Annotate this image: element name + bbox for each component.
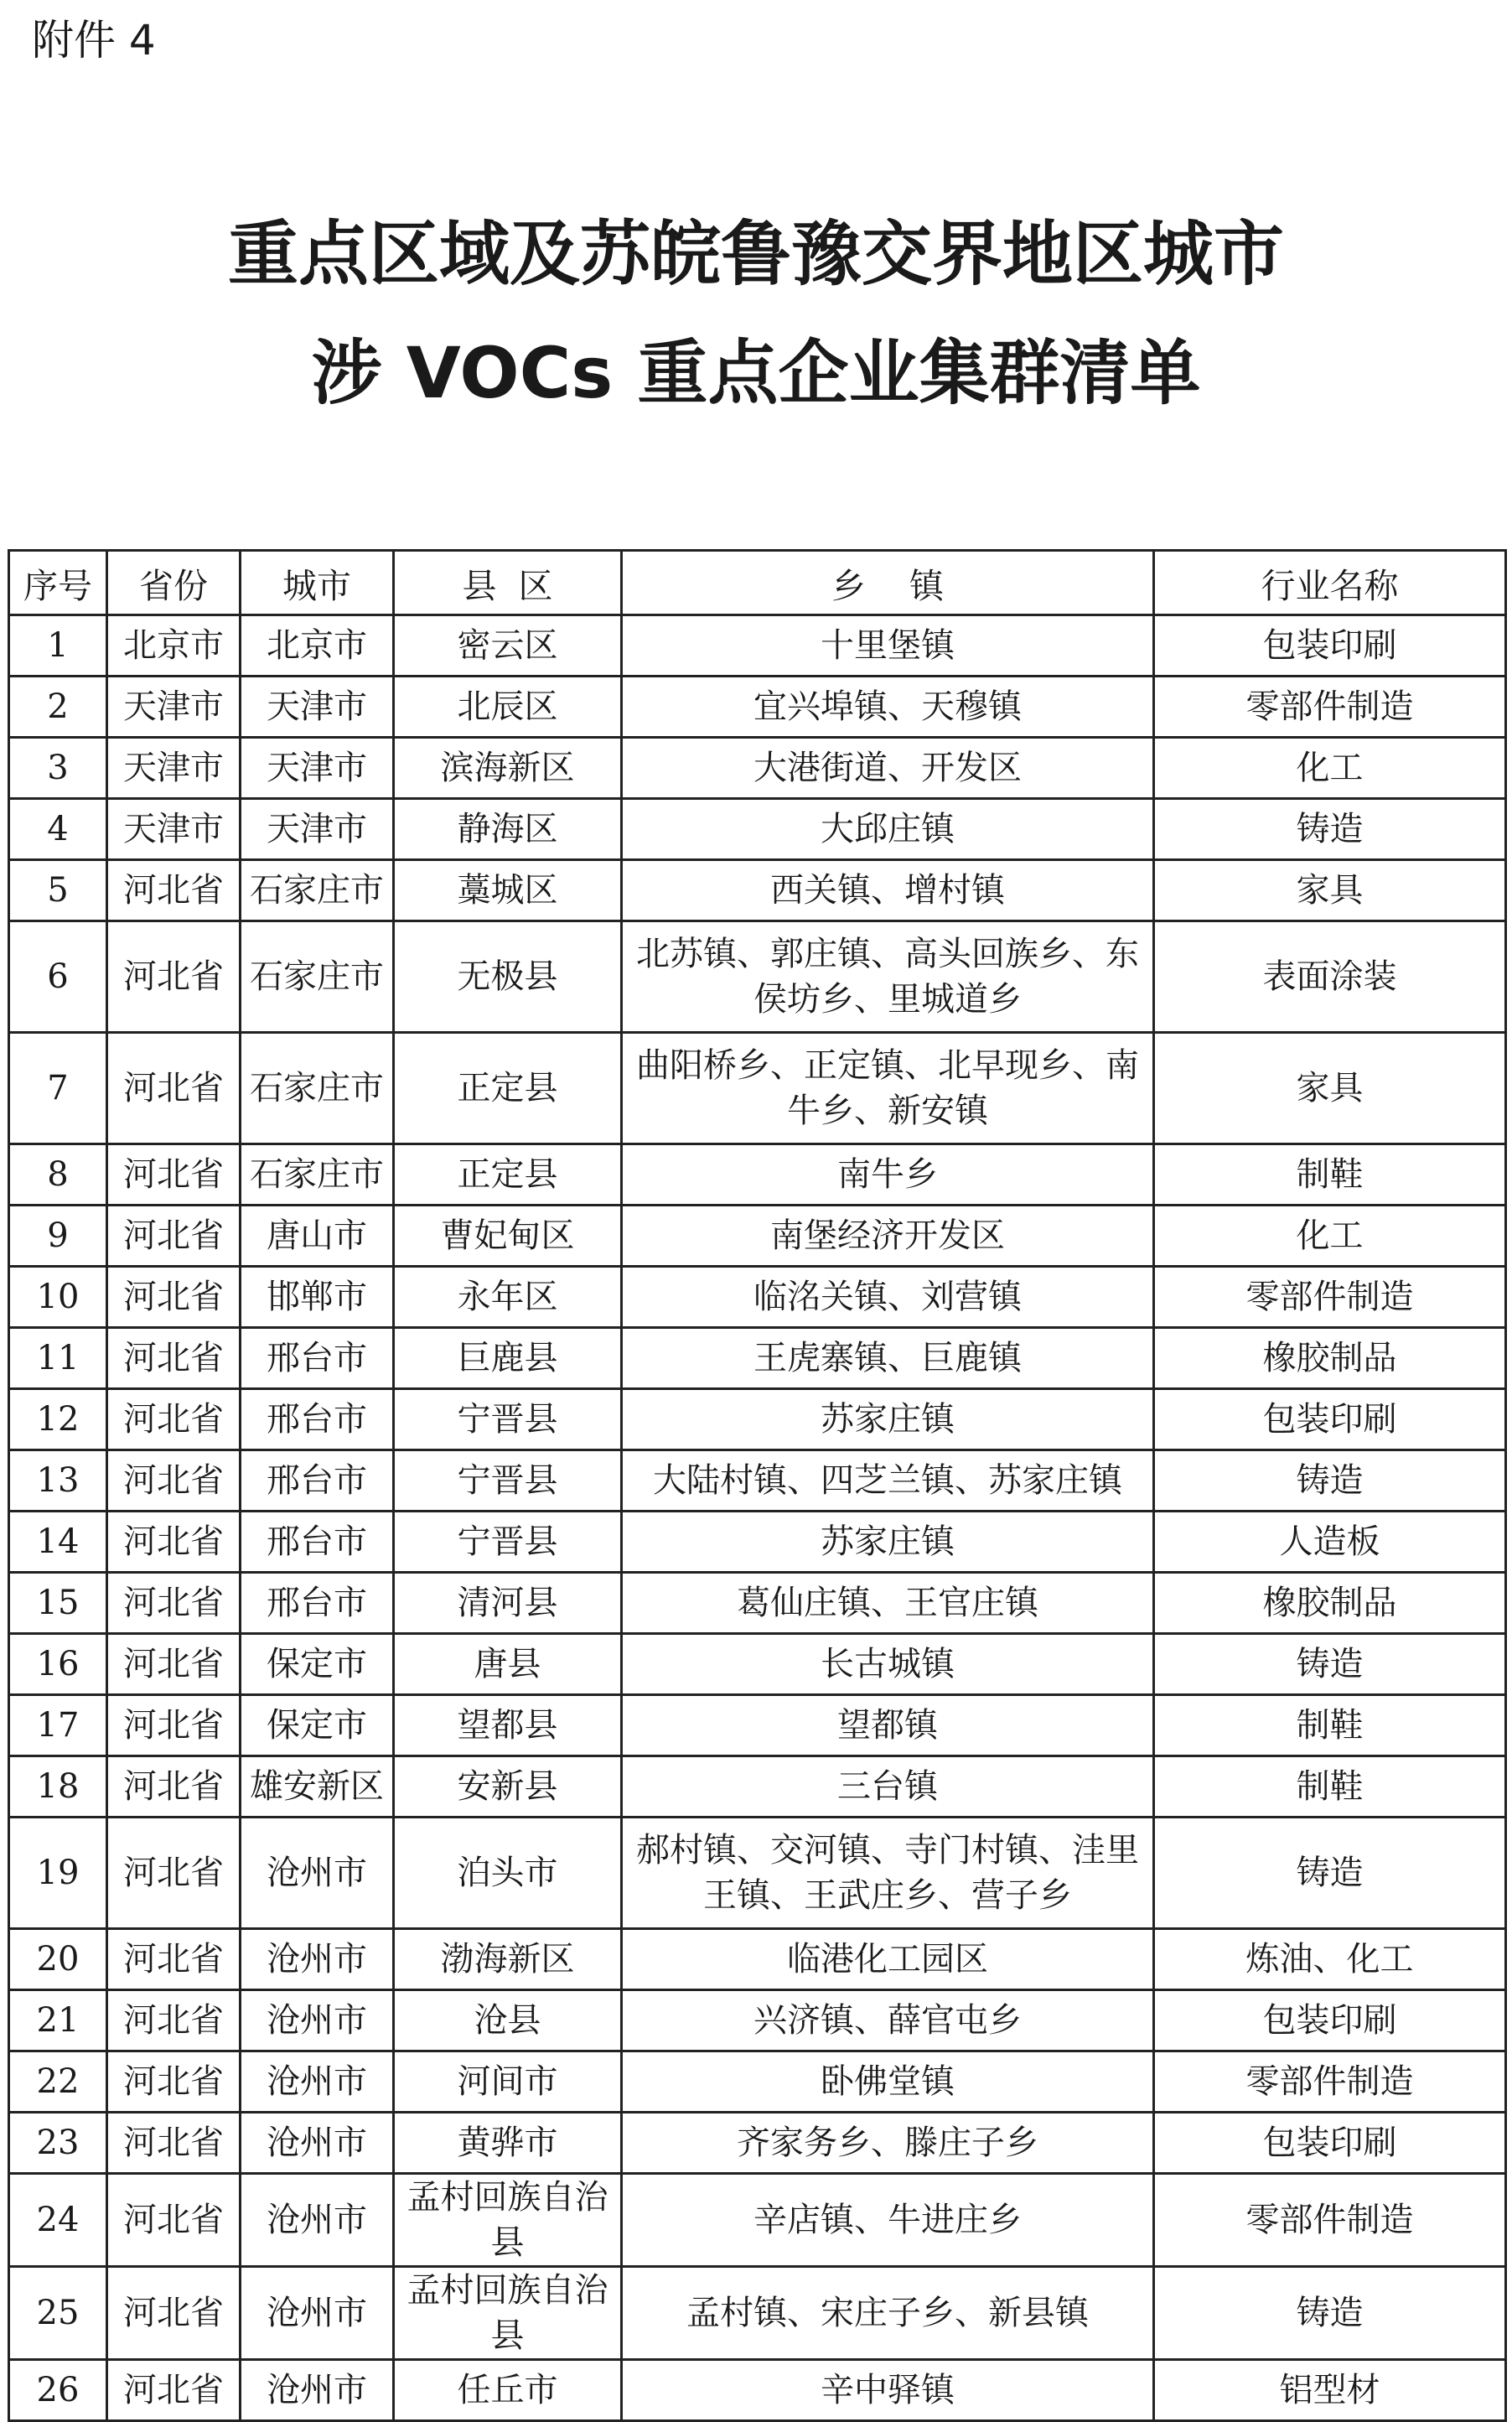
industry-cell: 炼油、化工: [1154, 1929, 1506, 1990]
table-row: [9, 677, 1506, 738]
township-cell: 宜兴埠镇、天穆镇: [622, 677, 1154, 738]
row-number-cell: 2: [9, 677, 107, 738]
district-cell: 曹妃甸区: [394, 1206, 622, 1267]
row-number-cell: 26: [9, 2360, 107, 2421]
row-number-cell: 12: [9, 1389, 107, 1450]
district-cell: 孟村回族自治县: [394, 2267, 622, 2360]
industry-cell: 化工: [1154, 738, 1506, 799]
province-cell: 河北省: [107, 1756, 241, 1818]
table-row: [9, 921, 1506, 1033]
township-cell: 南堡经济开发区: [622, 1206, 1154, 1267]
province-cell: 河北省: [107, 2174, 241, 2267]
district-cell: 宁晋县: [394, 1512, 622, 1573]
table-row: [9, 1756, 1506, 1818]
province-cell: 河北省: [107, 1512, 241, 1573]
industry-cell: 铸造: [1154, 1450, 1506, 1512]
township-cell: 辛店镇、牛进庄乡: [622, 2174, 1154, 2267]
city-cell: 沧州市: [241, 2051, 394, 2113]
header-cell: 县 区: [394, 551, 622, 615]
district-cell: 沧县: [394, 1990, 622, 2051]
table-row: [9, 2267, 1506, 2360]
district-cell: 正定县: [394, 1144, 622, 1206]
table-row: [9, 1512, 1506, 1573]
table-row: [9, 1634, 1506, 1695]
city-cell: 保定市: [241, 1695, 394, 1756]
row-number-cell: 3: [9, 738, 107, 799]
province-cell: 河北省: [107, 1328, 241, 1389]
row-number-cell: 16: [9, 1634, 107, 1695]
city-cell: 天津市: [241, 738, 394, 799]
city-cell: 保定市: [241, 1634, 394, 1695]
province-cell: 天津市: [107, 799, 241, 860]
township-cell: 苏家庄镇: [622, 1512, 1154, 1573]
row-number-cell: 22: [9, 2051, 107, 2113]
township-cell: 大港街道、开发区: [622, 738, 1154, 799]
township-cell: 王虎寨镇、巨鹿镇: [622, 1328, 1154, 1389]
township-cell: 孟村镇、宋庄子乡、新县镇: [622, 2267, 1154, 2360]
table-row: [9, 1389, 1506, 1450]
province-cell: 河北省: [107, 1144, 241, 1206]
table-row: [9, 1818, 1506, 1929]
table-row: [9, 1328, 1506, 1389]
township-cell: 西关镇、增村镇: [622, 860, 1154, 921]
district-cell: 滨海新区: [394, 738, 622, 799]
district-cell: 静海区: [394, 799, 622, 860]
industry-cell: 铝型材: [1154, 2360, 1506, 2421]
city-cell: 沧州市: [241, 2267, 394, 2360]
table-header-row: [9, 551, 1506, 615]
city-cell: 邯郸市: [241, 1267, 394, 1328]
table-row: [9, 1267, 1506, 1328]
industry-cell: 零部件制造: [1154, 1267, 1506, 1328]
row-number-cell: 9: [9, 1206, 107, 1267]
document-title-line-2: 涉 VOCs 重点企业集群清单: [311, 332, 1201, 414]
table-row: [9, 1990, 1506, 2051]
province-cell: 天津市: [107, 738, 241, 799]
industry-cell: 包装印刷: [1154, 615, 1506, 677]
industry-cell: 制鞋: [1154, 1756, 1506, 1818]
header-cell: 城市: [241, 551, 394, 615]
city-cell: 北京市: [241, 615, 394, 677]
city-cell: 邢台市: [241, 1328, 394, 1389]
province-cell: 河北省: [107, 1267, 241, 1328]
city-cell: 沧州市: [241, 2174, 394, 2267]
province-cell: 河北省: [107, 2267, 241, 2360]
province-cell: 河北省: [107, 1389, 241, 1450]
row-number-cell: 14: [9, 1512, 107, 1573]
table-row: [9, 1206, 1506, 1267]
city-cell: 石家庄市: [241, 860, 394, 921]
table-row: [9, 1450, 1506, 1512]
header-cell: 序号: [9, 551, 107, 615]
city-cell: 沧州市: [241, 1818, 394, 1929]
row-number-cell: 13: [9, 1450, 107, 1512]
row-number-cell: 18: [9, 1756, 107, 1818]
city-cell: 天津市: [241, 799, 394, 860]
city-cell: 邢台市: [241, 1389, 394, 1450]
row-number-cell: 7: [9, 1033, 107, 1144]
table-row: [9, 1695, 1506, 1756]
city-cell: 石家庄市: [241, 1144, 394, 1206]
township-cell: 临洺关镇、刘营镇: [622, 1267, 1154, 1328]
industry-cell: 包装印刷: [1154, 2113, 1506, 2174]
province-cell: 河北省: [107, 1450, 241, 1512]
table-row: [9, 738, 1506, 799]
table-row: [9, 2113, 1506, 2174]
township-cell: 苏家庄镇: [622, 1389, 1154, 1450]
township-cell: 曲阳桥乡、正定镇、北早现乡、南牛乡、新安镇: [622, 1033, 1154, 1144]
industry-cell: 铸造: [1154, 1818, 1506, 1929]
district-cell: 渤海新区: [394, 1929, 622, 1990]
district-cell: 密云区: [394, 615, 622, 677]
row-number-cell: 15: [9, 1573, 107, 1634]
industry-cell: 包装印刷: [1154, 1990, 1506, 2051]
industry-cell: 家具: [1154, 1033, 1506, 1144]
table-row: [9, 860, 1506, 921]
table-row: [9, 1033, 1506, 1144]
row-number-cell: 10: [9, 1267, 107, 1328]
industry-cell: 零部件制造: [1154, 2174, 1506, 2267]
document-title-line-1: 重点区域及苏皖鲁豫交界地区城市: [227, 213, 1284, 295]
district-cell: 任丘市: [394, 2360, 622, 2421]
district-cell: 清河县: [394, 1573, 622, 1634]
township-cell: 三台镇: [622, 1756, 1154, 1818]
industry-cell: 橡胶制品: [1154, 1573, 1506, 1634]
province-cell: 河北省: [107, 1929, 241, 1990]
township-cell: 齐家务乡、滕庄子乡: [622, 2113, 1154, 2174]
table-row: [9, 2174, 1506, 2267]
industry-cell: 铸造: [1154, 1634, 1506, 1695]
industry-cell: 橡胶制品: [1154, 1328, 1506, 1389]
city-cell: 沧州市: [241, 2360, 394, 2421]
township-cell: 北苏镇、郭庄镇、高头回族乡、东侯坊乡、里城道乡: [622, 921, 1154, 1033]
province-cell: 河北省: [107, 1818, 241, 1929]
township-cell: 辛中驿镇: [622, 2360, 1154, 2421]
district-cell: 唐县: [394, 1634, 622, 1695]
township-cell: 郝村镇、交河镇、寺门村镇、洼里王镇、王武庄乡、营子乡: [622, 1818, 1154, 1929]
table-body: [9, 615, 1506, 2421]
district-cell: 泊头市: [394, 1818, 622, 1929]
row-number-cell: 19: [9, 1818, 107, 1929]
city-cell: 沧州市: [241, 1929, 394, 1990]
province-cell: 河北省: [107, 1695, 241, 1756]
industry-cell: 化工: [1154, 1206, 1506, 1267]
province-cell: 河北省: [107, 1033, 241, 1144]
province-cell: 河北省: [107, 2051, 241, 2113]
row-number-cell: 25: [9, 2267, 107, 2360]
city-cell: 邢台市: [241, 1450, 394, 1512]
township-cell: 南牛乡: [622, 1144, 1154, 1206]
district-cell: 藁城区: [394, 860, 622, 921]
row-number-cell: 5: [9, 860, 107, 921]
table-row: [9, 2051, 1506, 2113]
table-row: [9, 615, 1506, 677]
industry-cell: 家具: [1154, 860, 1506, 921]
province-cell: 河北省: [107, 1573, 241, 1634]
district-cell: 黄骅市: [394, 2113, 622, 2174]
row-number-cell: 1: [9, 615, 107, 677]
industry-cell: 铸造: [1154, 799, 1506, 860]
attachment-label: 附件 4: [32, 16, 156, 65]
row-number-cell: 24: [9, 2174, 107, 2267]
township-cell: 长古城镇: [622, 1634, 1154, 1695]
table-row: [9, 1573, 1506, 1634]
township-cell: 兴济镇、薛官屯乡: [622, 1990, 1154, 2051]
header-cell: 行业名称: [1154, 551, 1506, 615]
province-cell: 河北省: [107, 1206, 241, 1267]
city-cell: 雄安新区: [241, 1756, 394, 1818]
city-cell: 天津市: [241, 677, 394, 738]
township-cell: 大陆村镇、四芝兰镇、苏家庄镇: [622, 1450, 1154, 1512]
district-cell: 河间市: [394, 2051, 622, 2113]
township-cell: 葛仙庄镇、王官庄镇: [622, 1573, 1154, 1634]
industry-cell: 零部件制造: [1154, 2051, 1506, 2113]
district-cell: 孟村回族自治县: [394, 2174, 622, 2267]
industry-cell: 制鞋: [1154, 1144, 1506, 1206]
industry-cell: 人造板: [1154, 1512, 1506, 1573]
row-number-cell: 17: [9, 1695, 107, 1756]
district-cell: 巨鹿县: [394, 1328, 622, 1389]
industry-cell: 铸造: [1154, 2267, 1506, 2360]
province-cell: 河北省: [107, 2360, 241, 2421]
township-cell: 望都镇: [622, 1695, 1154, 1756]
district-cell: 宁晋县: [394, 1450, 622, 1512]
row-number-cell: 6: [9, 921, 107, 1033]
province-cell: 河北省: [107, 860, 241, 921]
district-cell: 安新县: [394, 1756, 622, 1818]
province-cell: 北京市: [107, 615, 241, 677]
district-cell: 正定县: [394, 1033, 622, 1144]
row-number-cell: 23: [9, 2113, 107, 2174]
province-cell: 天津市: [107, 677, 241, 738]
district-cell: 北辰区: [394, 677, 622, 738]
header-cell: 乡 镇: [622, 551, 1154, 615]
province-cell: 河北省: [107, 921, 241, 1033]
header-cell: 省份: [107, 551, 241, 615]
table-row: [9, 799, 1506, 860]
province-cell: 河北省: [107, 1990, 241, 2051]
district-cell: 永年区: [394, 1267, 622, 1328]
province-cell: 河北省: [107, 1634, 241, 1695]
industry-cell: 表面涂装: [1154, 921, 1506, 1033]
city-cell: 沧州市: [241, 2113, 394, 2174]
industry-cell: 零部件制造: [1154, 677, 1506, 738]
row-number-cell: 21: [9, 1990, 107, 2051]
industry-cell: 包装印刷: [1154, 1389, 1506, 1450]
row-number-cell: 8: [9, 1144, 107, 1206]
city-cell: 石家庄市: [241, 1033, 394, 1144]
district-cell: 无极县: [394, 921, 622, 1033]
city-cell: 邢台市: [241, 1512, 394, 1573]
row-number-cell: 4: [9, 799, 107, 860]
city-cell: 邢台市: [241, 1573, 394, 1634]
township-cell: 临港化工园区: [622, 1929, 1154, 1990]
industry-cell: 制鞋: [1154, 1695, 1506, 1756]
enterprise-cluster-table: [8, 549, 1507, 2422]
city-cell: 石家庄市: [241, 921, 394, 1033]
row-number-cell: 11: [9, 1328, 107, 1389]
table-row: [9, 2360, 1506, 2421]
row-number-cell: 20: [9, 1929, 107, 1990]
city-cell: 唐山市: [241, 1206, 394, 1267]
table-row: [9, 1144, 1506, 1206]
table-row: [9, 1929, 1506, 1990]
township-cell: 卧佛堂镇: [622, 2051, 1154, 2113]
province-cell: 河北省: [107, 2113, 241, 2174]
township-cell: 十里堡镇: [622, 615, 1154, 677]
city-cell: 沧州市: [241, 1990, 394, 2051]
district-cell: 宁晋县: [394, 1389, 622, 1450]
district-cell: 望都县: [394, 1695, 622, 1756]
township-cell: 大邱庄镇: [622, 799, 1154, 860]
